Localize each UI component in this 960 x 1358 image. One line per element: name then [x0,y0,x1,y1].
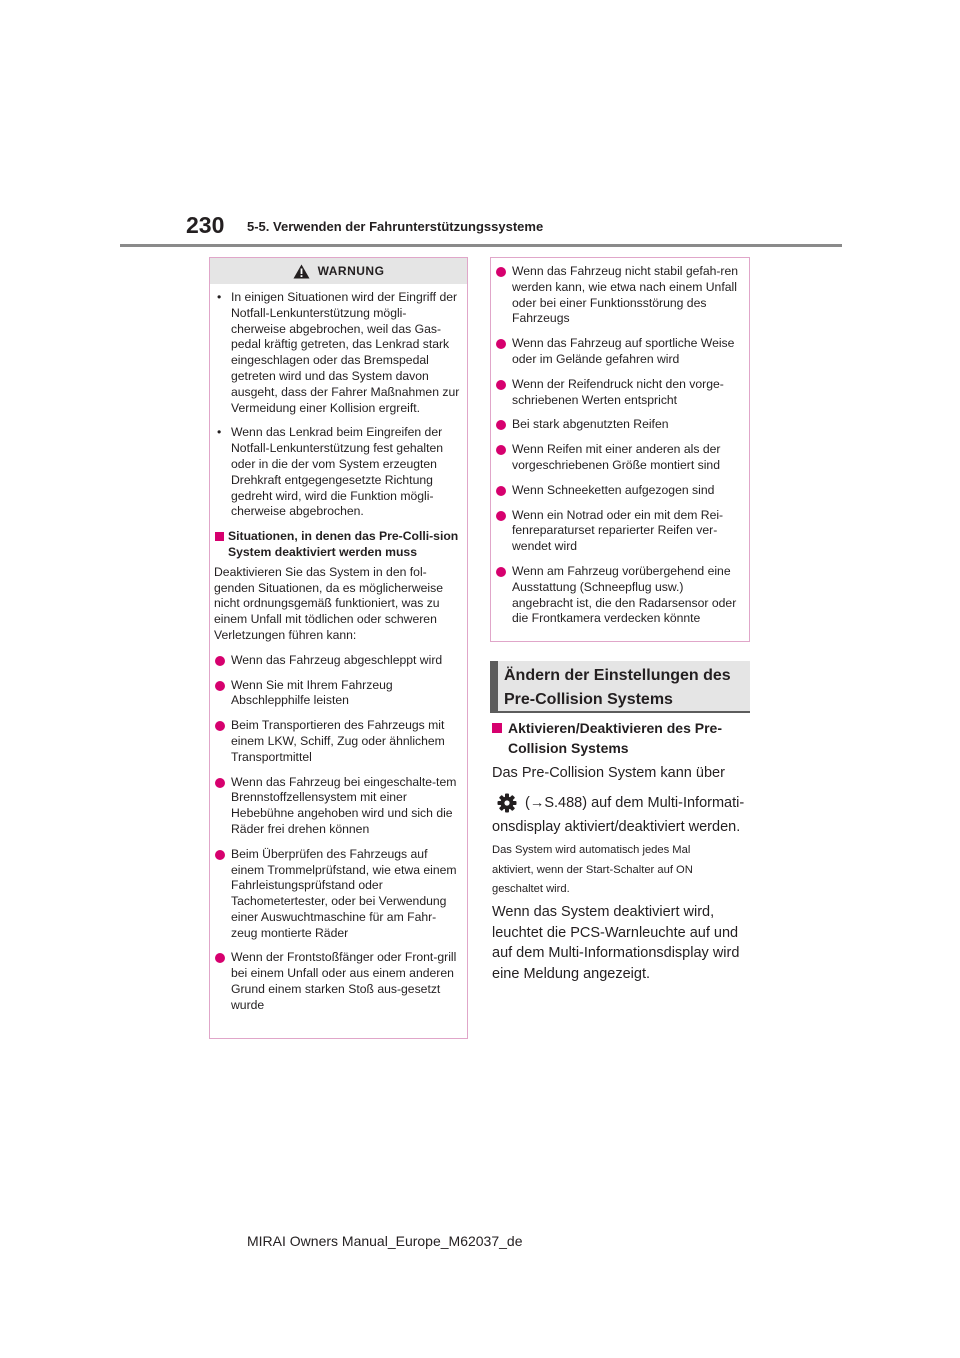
warning-label: WARNUNG [317,264,385,278]
body-text: Wenn das System deaktiviert wird, leuchtet die PCS-Warnleuchte auf und auf dem Multi-Informationsdisplay wird eine Meldung angezeigt. [492,904,740,982]
warning-triangle-icon [293,264,310,279]
body-text: Das Pre-Collision System kann über [492,765,725,781]
footer-text: MIRAI Owners Manual_Europe_M62037_de [247,1233,523,1249]
body-text: (→S.488) auf dem Multi-Informati- [525,795,745,811]
warning-header [210,258,467,284]
body-text: onsdisplay aktiviert/deaktiviert werden. [492,819,741,835]
section-title-line: Pre-Collision Systems [504,691,673,708]
list-item: Wenn das Fahrzeug nicht stabil gefah-ren werden kann, wie etwa nach einem Unfall oder bei einer Funktionsstörung des Fahrzeugs [495,264,743,327]
section-title-line: Ändern der Einstellungen des [504,667,731,684]
warning-list-item: Wenn das Fahrzeug abgeschleppt wird [214,653,461,669]
header-section-title: 5-5. Verwenden der Fahrunterstützungssysteme [247,219,544,234]
warning-bullet: • In einigen Situationen wird der Eingriff der Notfall-Lenkunterstützung mögli-cherweise abgebrochen, weil das Gas-pedal kräftig getreten, das Lenkrad stark eingeschlagen oder das Bremspedal getreten wird und das System davon ausgeht, dass der Fahrer Maßnahmen zur Vermeidung einer Kollision ergreift. [217,290,460,415]
section-heading [490,661,750,713]
list-item: Wenn Schneeketten aufgezogen sind [495,483,743,499]
subsection-heading: Aktivieren/Deaktivieren des Pre- Collision Systems [490,718,750,758]
note-text: Das System wird automatisch jedes Mal aktiviert, wenn der Start-Schalter auf ON geschaltet wird. [492,844,693,895]
warning-subheading: Situationen, in denen das Pre-Colli-sion System deaktiviert werden muss [214,529,461,561]
warning-body [210,284,467,1014]
warning-list-item: Wenn Sie mit Ihrem Fahrzeug Abschlepphilfe leisten [214,678,461,710]
list-item: Wenn das Fahrzeug auf sportliche Weise oder im Gelände gefahren wird [495,336,743,368]
warning-list-item: Wenn der Frontstoßfänger oder Front-grill bei einem Unfall oder aus einem anderen Grund einem starken Stoß aus-gesetzt wurde [214,950,461,1013]
warning-list-item: Beim Überprüfen des Fahrzeugs auf einem Trommelprüfstand, wie etwa einem Fahrleistungsprüfstand oder Tachometertester, oder bei Verwendung einer Auswuchtmaschine für am Fahr-zeug montierte Räder [214,847,461,942]
warning-intro: Deaktivieren Sie das System in den fol-genden Situationen, da es möglicherweise nicht ordnungsgemäß funktioniert, was zu einem Unfall mit tödlichen oder schweren Verletzungen führen kann: [214,564,444,642]
list-item: Wenn der Reifendruck nicht den vorge-schriebenen Werten entspricht [495,377,743,409]
warning-list-item: Beim Transportieren des Fahrzeugs mit einem LKW, Schiff, Zug oder ähnlichem Transportmittel [214,718,461,765]
list-item: Wenn Reifen mit einer anderen als der vorgeschriebenen Größe montiert sind [495,442,743,474]
page-number: 230 [186,212,225,238]
warning-list-item: Wenn das Fahrzeug bei eingeschalte-tem Brennstoffzellensystem mit einer Hebebühne angehoben wird und sich die Räder frei drehen können [214,775,461,838]
warning-box [209,257,468,1039]
header-rule [120,244,842,247]
warning-bullet: • Wenn das Lenkrad beim Eingreifen der Notfall-Lenkunterstützung fest gehalten oder in die der vom System erzeugten Drehkraft entgegengesetzte Richtung gedreht wird, wird die Funktion mögli-cherweise abgebrochen. [217,425,444,519]
continuation-list-box [490,257,750,642]
list-item: Wenn am Fahrzeug vorübergehend eine Ausstattung (Schneepflug usw.) angebracht ist, die den Radarsensor oder die Frontkamera verdecken könnte [495,564,743,627]
gear-icon [497,793,517,813]
section-rule [490,711,750,713]
list-item: Wenn ein Notrad oder ein mit dem Rei-fenreparaturset reparierter Reifen ver-wendet wird [495,508,743,555]
list-item: Bei stark abgenutzten Reifen [495,417,743,433]
